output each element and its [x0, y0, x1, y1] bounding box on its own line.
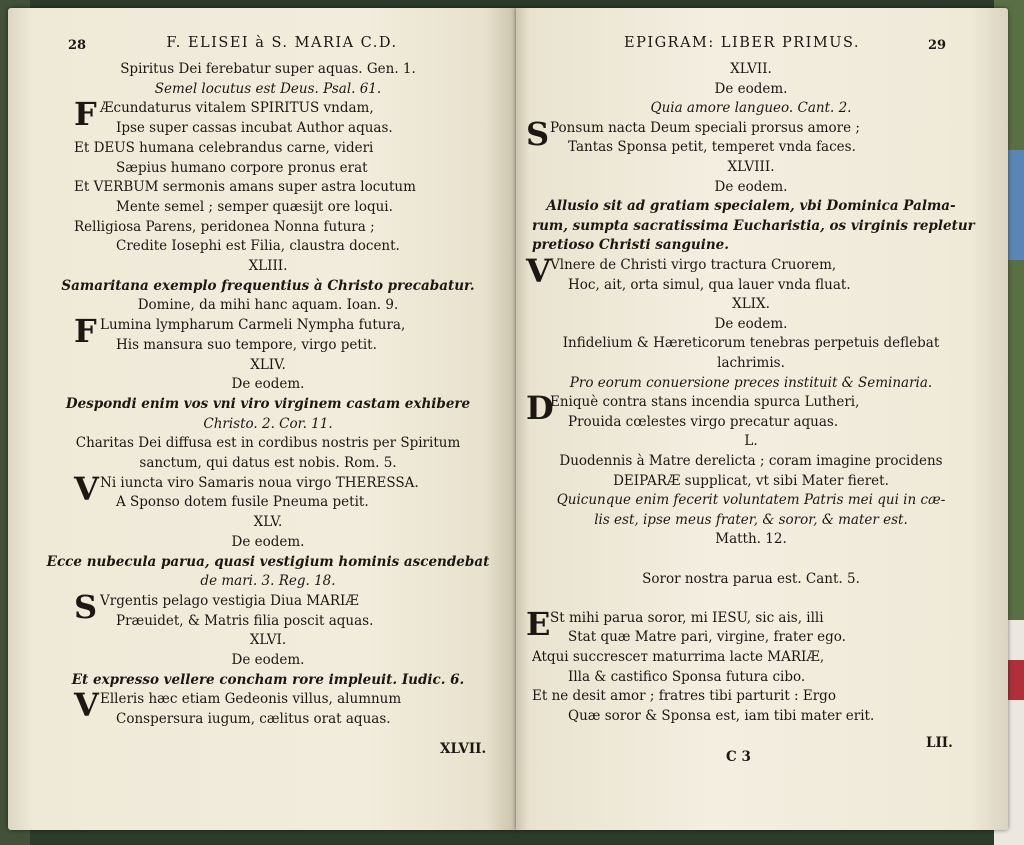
- left_page-line: Samaritana exemplo frequentius à Christo precabatur.: [61, 277, 475, 294]
- drop-initial: E: [526, 604, 551, 643]
- left_page-line: Relligiosa Parens, peridonea Nonna futura ;: [74, 218, 375, 235]
- left_page-line: Charitas Dei diffusa est in cordibus nostris per Spiritum: [75, 435, 461, 452]
- left_page-line: de mari. 3. Reg. 18.: [200, 573, 336, 590]
- left_page-line: XLV.: [253, 514, 283, 531]
- right_page-line: L.: [744, 433, 758, 450]
- right_page-line: Quia amore langueo. Cant. 2.: [650, 100, 852, 117]
- left-page: [8, 8, 516, 830]
- drop-initial: S: [74, 587, 98, 626]
- left_page-line: XLIV.: [250, 356, 286, 373]
- right_page-line: Eniquè contra stans incendia spurca Lutheri,: [550, 394, 860, 411]
- left_page-line: Domine, da mihi hanc aquam. Ioan. 9.: [137, 297, 399, 314]
- right_page-line: Soror nostra parua est. Cant. 5.: [642, 570, 860, 587]
- right_page-line: Vlnere de Christi virgo tractura Cruorem,: [550, 257, 837, 273]
- right_page-line: Hoc, ait, orta simul, qua lauer vnda fluat.: [568, 276, 851, 293]
- left_page-line: Et expresso vellere concham rore impleuit. Iudic. 6.: [71, 671, 465, 688]
- right_page-line: Tantas Sponsa petit, temperet vnda faces.: [568, 139, 856, 156]
- left_page-line: De eodem.: [231, 376, 305, 393]
- left-page-number: 28: [68, 38, 87, 53]
- left_page-line: Spiritus Dei ferebatur super aquas. Gen. 1.: [120, 61, 416, 77]
- left_page-line: Sæpius humano corpore pronus erat: [116, 159, 368, 176]
- right_page-line: Ponsum nacta Deum speciali prorsus amore ;: [550, 119, 860, 136]
- drop-initial: F: [74, 95, 97, 134]
- left_page-line: Æcundaturus vitalem SPIRITUS vndam,: [100, 100, 374, 117]
- right_page-line: lachrimis.: [717, 355, 785, 371]
- left_page-line: Et DEUS humana celebrandus carne, videri: [74, 139, 374, 156]
- left_page-line: Semel locutus est Deus. Psal. 61.: [154, 80, 382, 97]
- drop-initial: S: [526, 114, 550, 153]
- drop-initial: F: [74, 312, 97, 351]
- left-catchword: XLVII.: [440, 741, 487, 757]
- drop-initial: D: [526, 389, 554, 428]
- right_page-line: Prouida cœlestes virgo precatur aquas.: [568, 413, 839, 430]
- left_page-line: Vrgentis pelago vestigia Diua MARIÆ: [100, 592, 359, 609]
- left_page-line: De eodem.: [231, 652, 305, 668]
- right_page-line: St mihi parua soror, mi IESU, sic ais, illi: [550, 609, 824, 626]
- left_page-line: His mansura suo tempore, virgo petit.: [116, 336, 377, 353]
- drop-initial: V: [526, 252, 551, 290]
- right_page-line: DEIPARÆ supplicat, vt sibi Mater fieret.: [613, 472, 889, 489]
- right_page-line: pretioso Christi sanguine.: [532, 237, 729, 254]
- right_page-line: De eodem.: [714, 315, 788, 332]
- drop-initial: V: [74, 469, 99, 508]
- left_page-line: Christo. 2. Cor. 11.: [203, 415, 333, 432]
- left_page-line: Despondi enim vos vni viro virginem castam exhibere: [65, 395, 471, 412]
- right_page-line: De eodem.: [714, 80, 788, 97]
- right-catchword: LII.: [926, 735, 953, 751]
- right_page-line: Atqui succresceт maturrima lacte MARIÆ,: [532, 649, 825, 665]
- left_page-line: Ipse super cassas incubat Author aquas.: [116, 120, 393, 137]
- right_page-line: XLIX.: [732, 296, 770, 313]
- right_page-line: XLVIII.: [727, 159, 775, 175]
- right_page-line: Stat quæ Matre pari, virgine, frater ego.: [568, 629, 846, 646]
- left_page-line: XLVI.: [249, 632, 287, 649]
- left_page-line: sanctum, qui datus est nobis. Rom. 5.: [139, 455, 397, 471]
- right_page-line: XLVII.: [730, 61, 772, 77]
- right_page-line: Matth. 12.: [715, 531, 787, 548]
- right_page-line: Infidelium & Hæreticorum tenebras perpetuis deflebat: [562, 335, 940, 352]
- right_page-line: De eodem.: [714, 178, 788, 195]
- right_page-line: Et ne desit amor ; fratres tibi parturit : Ergo: [532, 688, 836, 705]
- left_page-line: Mente semel ; semper quæsijt ore loqui.: [116, 198, 393, 215]
- right_page-line: lis est, ipse meus frater, & soror, & mater est.: [594, 511, 908, 528]
- right_page-line: Duodennis à Matre derelicta ; coram imagine procidens: [559, 453, 943, 469]
- right_page-line: Illa & castifico Sponsa futura cibo.: [568, 668, 806, 685]
- left_page-line: XLIII.: [248, 258, 288, 274]
- left-running-head: F. ELISEI à S. MARIA C.D.: [166, 35, 398, 51]
- right_page-line: Quicunque enim fecerit voluntatem Patris mei qui in cæ-: [556, 492, 946, 509]
- left_page-line: Ni iuncta viro Samaris noua virgo THERESSA.: [100, 474, 419, 491]
- left_page-line: Conspersura iugum, cælitus orat aquas.: [116, 711, 391, 728]
- left_page-line: Præuidet, & Matris filia poscit aquas.: [116, 612, 374, 629]
- right-page-number: 29: [928, 38, 947, 53]
- right-running-head: EPIGRAM: LIBER PRIMUS.: [624, 35, 860, 51]
- drop-initial: V: [74, 686, 99, 725]
- right_page-line: rum, sumpta sacratissima Eucharistia, os virginis repletur: [532, 217, 975, 234]
- right_page-line: Pro eorum conuersione preces instituit & Seminaria.: [569, 374, 933, 391]
- left_page-line: Elleris hæc etiam Gedeonis villus, alumnum: [100, 691, 402, 708]
- left_page-line: Ecce nubecula parua, quasi vestigium hominis ascendebat: [46, 553, 490, 570]
- left_page-line: A Sponso dotem fusile Pneuma petit.: [116, 494, 369, 511]
- left_page-line: Credite Iosephi est Filia, claustra docent.: [116, 238, 400, 255]
- right_page-line: Allusio sit ad gratiam specialem, vbi Dominica Palma-: [546, 198, 956, 215]
- right-page: [516, 8, 1008, 830]
- left_page-line: Lumina lympharum Carmeli Nympha futura,: [100, 317, 406, 334]
- right-signature: C 3: [726, 749, 751, 765]
- left_page-line: Et VERBUM sermonis amans super astra locutum: [74, 179, 416, 196]
- left_page-line: De eodem.: [231, 533, 305, 550]
- right_page-line: Quæ soror & Sponsa est, iam tibi mater erit.: [568, 707, 875, 724]
